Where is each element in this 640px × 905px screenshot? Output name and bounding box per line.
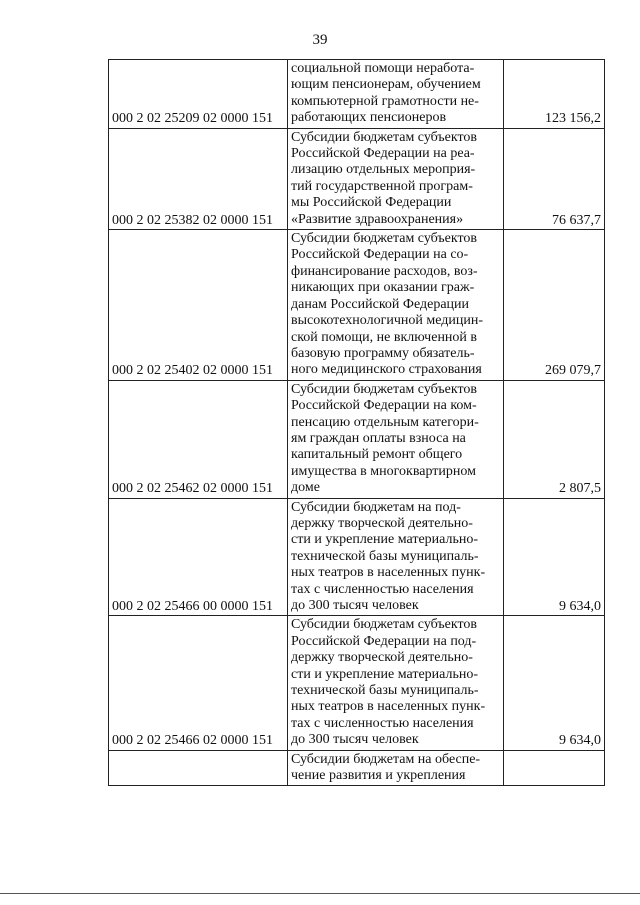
budget-name-text: Субсидии бюджетам на обеспе- чение развития и укрепления <box>291 751 481 784</box>
budget-name-text: социальной помощи неработа- ющим пенсионерам, обучением компьютерной грамотности не- работающих пенсионеров <box>291 61 481 126</box>
budget-code-cell: 000 2 02 25209 02 0000 151 <box>109 60 288 129</box>
budget-name-text: Субсидии бюджетам субъектов Российской Федерации на ком- пенсацию отдельным категори- ям граждан оплаты взноса на капитальный ремонт общего имущества в многоквартирном доме <box>291 381 479 496</box>
budget-amount-cell <box>504 750 605 786</box>
page-number: 39 <box>312 32 328 48</box>
budget-amount-cell: 123 156,2 <box>504 60 605 129</box>
budget-name-cell <box>288 498 504 616</box>
table-row <box>109 616 605 750</box>
budget-code-cell: 000 2 02 25462 02 0000 151 <box>109 380 288 498</box>
budget-name-cell <box>288 128 504 229</box>
table-row <box>109 60 605 129</box>
budget-name-cell <box>288 380 504 498</box>
budget-name-cell <box>288 750 504 786</box>
table-row <box>109 750 605 786</box>
budget-name-text: Субсидии бюджетам на под- держку творческой деятельно- сти и укрепление материально- технической базы муниципаль- ных театров в населенных пунк- тах с численностью населения до 300 тысяч человек <box>291 499 486 613</box>
budget-code-cell: 000 2 02 25466 02 0000 151 <box>109 616 288 750</box>
table-row <box>109 498 605 616</box>
budget-amount-cell: 9 634,0 <box>504 498 605 616</box>
budget-code-cell: 000 2 02 25382 02 0000 151 <box>109 128 288 229</box>
budget-amount-cell: 269 079,7 <box>504 230 605 381</box>
table-row <box>109 380 605 498</box>
budget-table <box>108 59 605 786</box>
budget-code-cell: 000 2 02 25466 00 0000 151 <box>109 498 288 616</box>
budget-code-cell <box>109 750 288 786</box>
budget-name-text: Субсидии бюджетам субъектов Российской Федерации на под- держку творческой деятельно- сти и укрепление материально- технической базы муниципаль- ных театров в населенных пунк- тах с численностью населения до 300 тысяч человек <box>291 617 486 748</box>
budget-amount-cell: 2 807,5 <box>504 380 605 498</box>
table-row <box>109 230 605 381</box>
table-row <box>109 128 605 229</box>
budget-name-cell <box>288 616 504 750</box>
budget-name-text: Субсидии бюджетам субъектов Российской Федерации на со- финансирование расходов, воз- никающих при оказании граж- данам Российской Федерации высокотехнологичной медицин- ской помощи, не включенной в базовую программу обязатель- ного медицинского страхования <box>291 231 483 378</box>
budget-name-text: Субсидии бюджетам субъектов Российской Федерации на реа- лизацию отдельных мероприя- тий государственной програм- мы Российской Федерации «Развитие здравоохранения» <box>291 129 478 227</box>
page-bottom-divider <box>0 893 640 894</box>
budget-name-cell <box>288 230 504 381</box>
budget-amount-cell: 9 634,0 <box>504 616 605 750</box>
budget-name-cell <box>288 60 504 129</box>
budget-amount-cell: 76 637,7 <box>504 128 605 229</box>
budget-code-cell: 000 2 02 25402 02 0000 151 <box>109 230 288 381</box>
